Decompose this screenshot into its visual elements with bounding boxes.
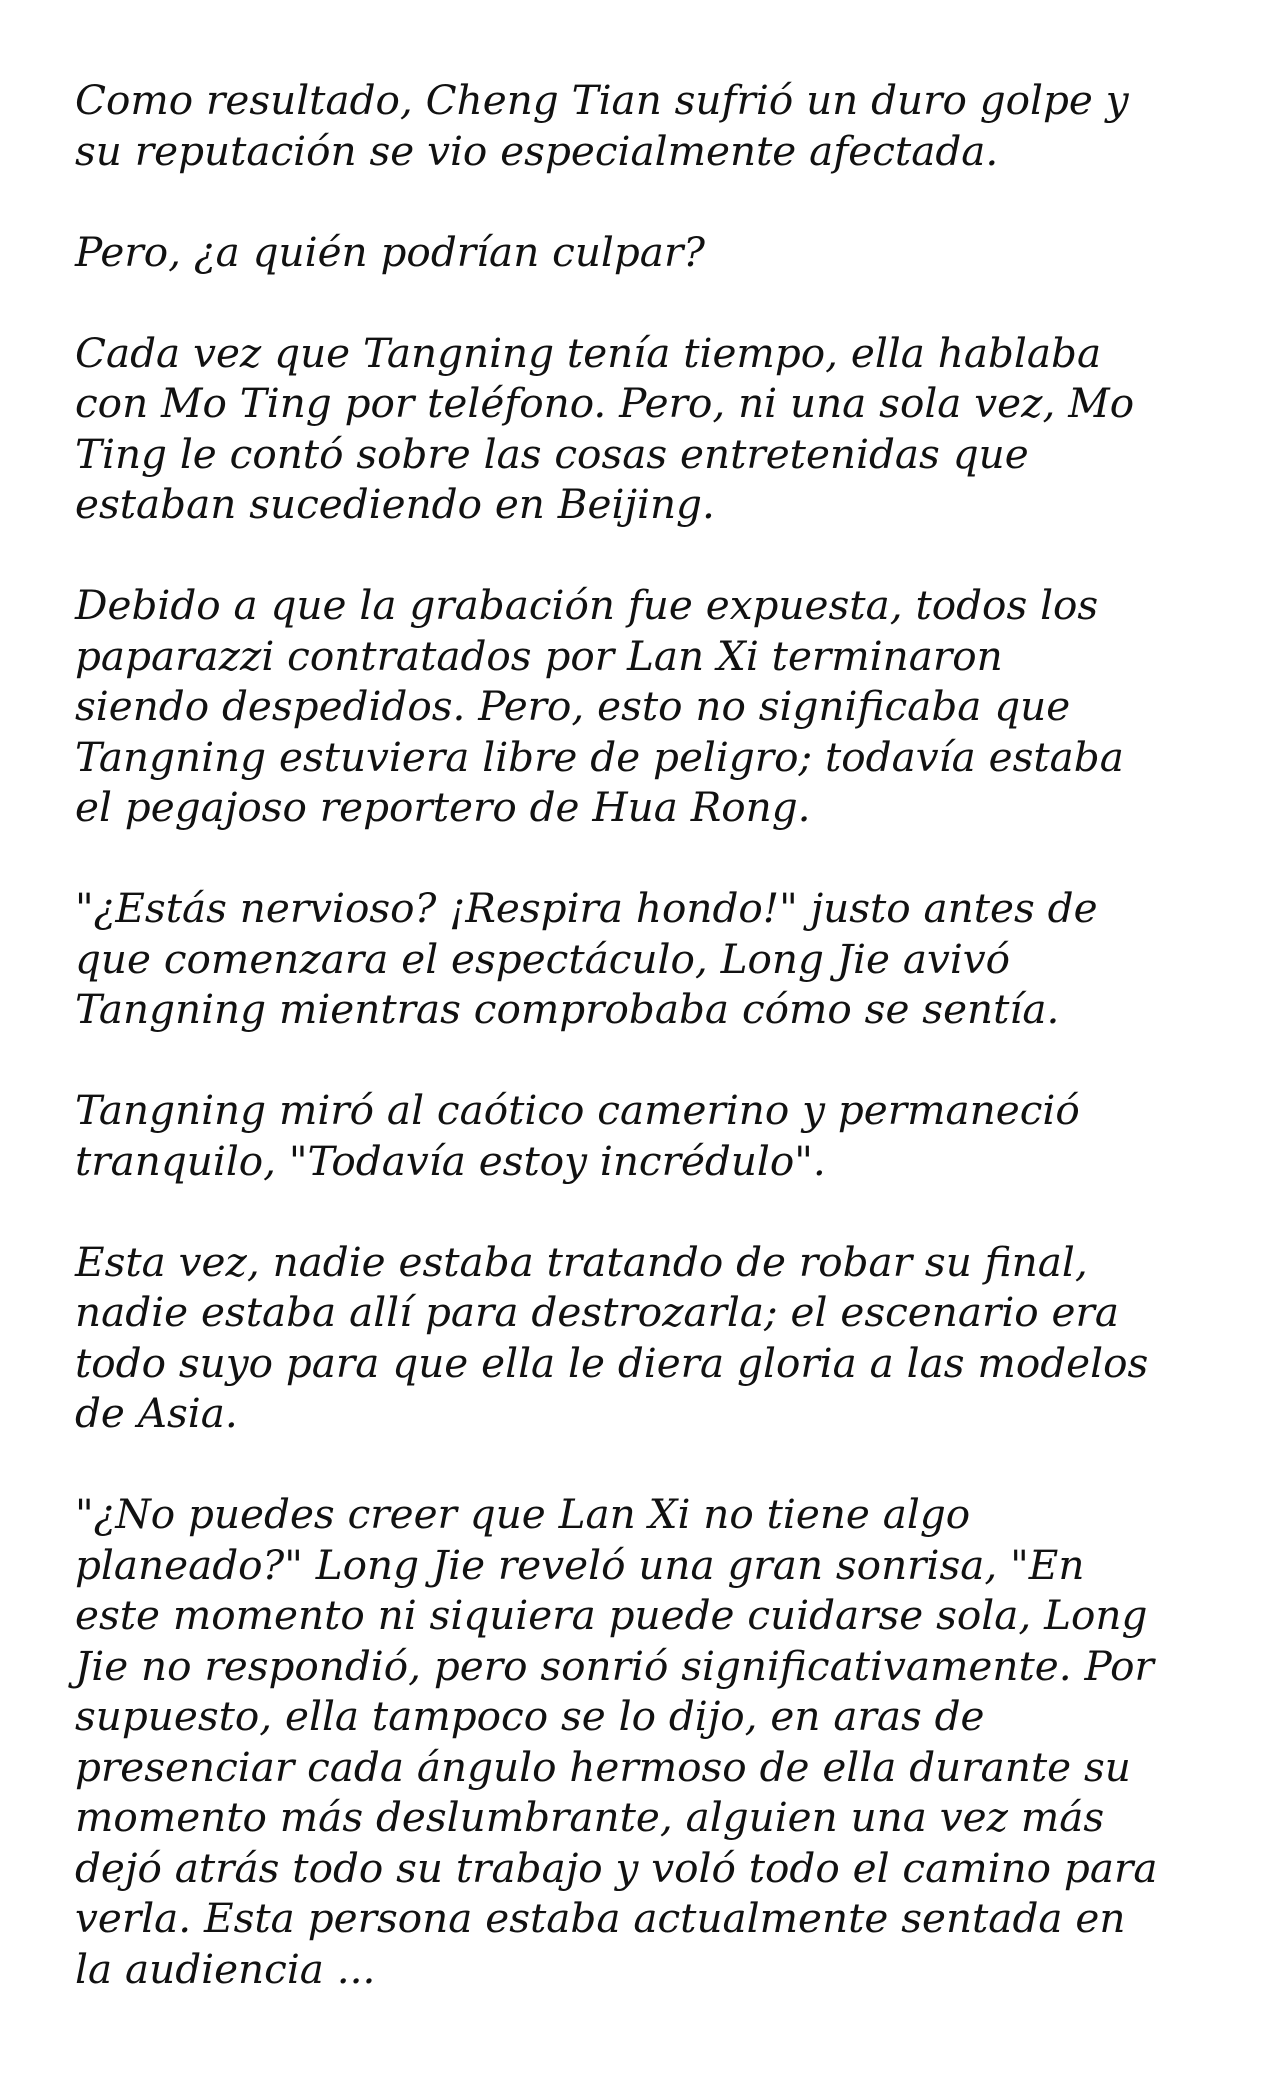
paragraph-4: Debido a que la grabación fue expuesta, todos los paparazzi contratados por Lan Xi terminaron siendo despedidos. Pero, esto no significaba que Tangning estuviera libre de peligro; todavía estaba el pegajoso reportero de Hua Rong. <box>75 581 1124 831</box>
document-page <box>75 75 1215 1994</box>
paragraph-6: Tangning miró al caótico camerino y permaneció tranquilo, "Todavía estoy incrédulo". <box>75 1086 1080 1185</box>
paragraph-3: Cada vez que Tangning tenía tiempo, ella hablaba con Mo Ting por teléfono. Pero, ni una sola vez, Mo Ting le contó sobre las cosas entretenidas que estaban sucediendo en Beijing. <box>75 328 1135 528</box>
paragraph-2: Pero, ¿a quién podrían culpar? <box>75 227 706 276</box>
paragraph-5: "¿Estás nervioso? ¡Respira hondo!" justo antes de que comenzara el espectáculo, Long Jie avivó Tangning mientras comprobaba cómo se sentía. <box>75 884 1098 1033</box>
paragraph-1: Como resultado, Cheng Tian sufrió un duro golpe y su reputación se vio especialmente afectada. <box>75 76 1129 175</box>
paragraph-7: Esta vez, nadie estaba tratando de robar su final, nadie estaba allí para destrozarla; el escenario era todo suyo para que ella le diera gloria a las modelos de Asia. <box>75 1237 1149 1437</box>
paragraph-8: "¿No puedes creer que Lan Xi no tiene algo planeado?" Long Jie reveló una gran sonrisa, "En este momento ni siquiera puede cuidarse sola, Long Jie no respondió, pero sonrió significativamente. Por supuesto, ella tampoco se lo dijo, en aras de presenciar cada ángulo hermoso de ella durante su momento más deslumbrante, alguien una vez más dejó atrás todo su trabajo y voló todo el camino para verla. Esta persona estaba actualmente sentada en la audiencia ... <box>75 1490 1158 1993</box>
